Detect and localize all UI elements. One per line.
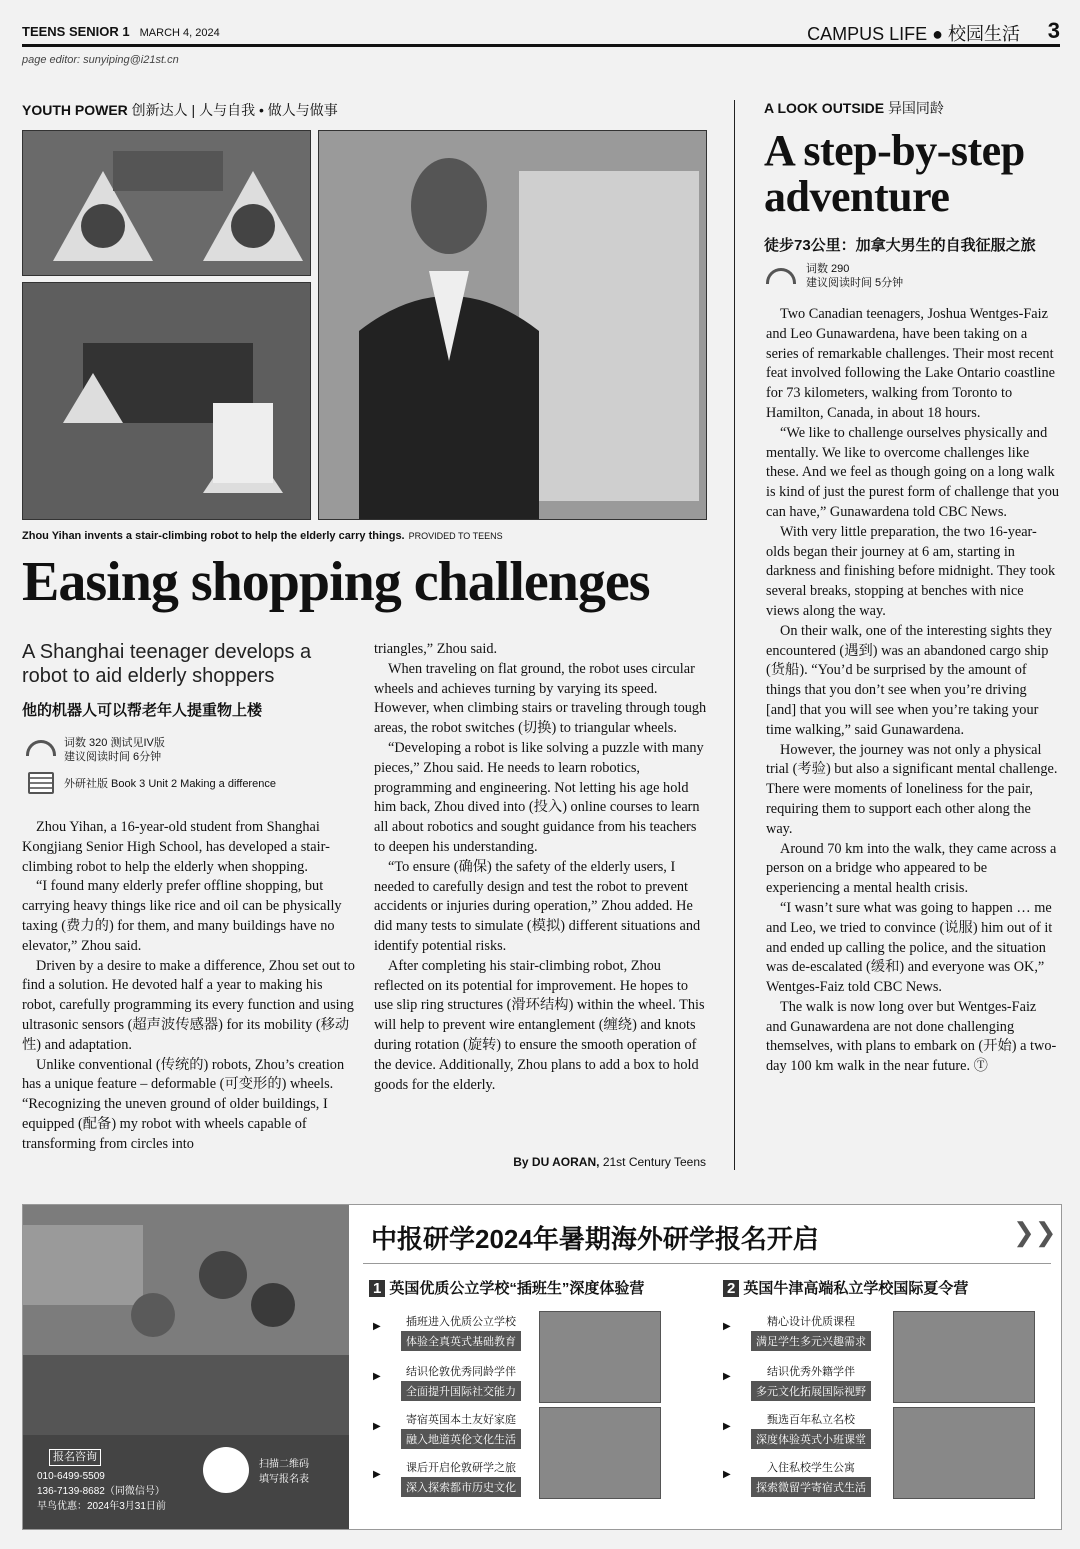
item-subtitle: 多元文化拓展国际视野	[751, 1381, 871, 1401]
paragraph: On their walk, one of the interesting sights they encountered (遇到) was an abandoned cargo ship (货船). “You’d be surprised by the amount of things that you don’t see when you’re driving [and] that you will see when you’re taking your time walking,” said Gunawardena.	[766, 622, 1052, 738]
london-school-photo	[539, 1311, 661, 1403]
paragraph: Around 70 km into the walk, they came across a person on a bridge who appeared to be experiencing a mental health crisis.	[766, 840, 1057, 897]
left-column-2	[374, 640, 707, 1095]
section-number: 1	[369, 1280, 385, 1297]
bullet-arrow-icon: ▶	[373, 1469, 381, 1480]
bullet-arrow-icon: ▶	[723, 1371, 731, 1382]
phone-2: 136-7139-8682（同微信号）	[37, 1486, 165, 1497]
ad-section-1	[369, 1277, 644, 1298]
masthead	[22, 20, 1060, 46]
item-subtitle: 探索微留学寄宿式生活	[751, 1477, 871, 1497]
paragraph: “Developing a robot is like solving a puzzle with many pieces,” Zhou said. He needs to learn robotics, programming and engineering. Not letting his age hold him back, Zhou dived into (投入) online courses to learn all about robotics and sought guidance from his teachers to deepen his understanding.	[374, 739, 704, 855]
column-divider	[734, 100, 735, 1170]
qr-instructions	[259, 1457, 309, 1487]
students-photo	[893, 1407, 1035, 1499]
host-family-photo	[539, 1407, 661, 1499]
bullet-arrow-icon: ▶	[723, 1321, 731, 1332]
textbook-icon	[28, 772, 54, 794]
top-rule	[22, 44, 1060, 47]
phone-1: 010-6499-5509	[37, 1471, 105, 1482]
paragraph: “We like to challenge ourselves physically and mentally. We like to overcome challenges like these. And we feel as though going on a long walk is kind of just the purest form of challenge that you can have,” Gunawardena told CBC News.	[766, 424, 1060, 520]
left-meta	[64, 736, 165, 764]
left-section-en: YOUTH POWER	[22, 102, 128, 118]
robot-image-icon	[23, 131, 310, 275]
study-tour-advertisement	[22, 1204, 1062, 1530]
reading-gauge-icon	[26, 740, 56, 756]
item-subtitle: 深度体验英式小班课堂	[751, 1429, 871, 1449]
section-title: CAMPUS LIFE ● 校园生活	[807, 24, 1020, 44]
item-title: 寄宿英国本土友好家庭	[406, 1414, 516, 1426]
paragraph: Two Canadian teenagers, Joshua Wentges-Faiz and Leo Gunawardena, have been taking on a series of remarkable challenges. Their most recent feat involved following the Lake Ontario coastline for 73 kilometers, walking from Toronto to Hamilton, Canada, in about 18 hours.	[766, 306, 1056, 421]
photo-caption	[22, 530, 503, 542]
item-title: 插班进入优质公立学校	[406, 1316, 516, 1328]
section-title: 英国优质公立学校“插班生”深度体验营	[389, 1280, 645, 1297]
item-title: 甄选百年私立名校	[767, 1414, 855, 1426]
section-number: 2	[723, 1280, 739, 1297]
paragraph: “To ensure (确保) the safety of the elderly users, I needed to carefully design and test the robot to prevent accidents or injuries during operation,” Zhou added. He did many tests to simulate (模拟) different situations and identify potential risks.	[374, 858, 701, 954]
left-headline: Easing shopping challenges	[22, 551, 650, 613]
robot-photo-1	[22, 130, 311, 276]
student-image-icon	[319, 131, 706, 519]
word-count: 词数 290	[806, 263, 850, 275]
page-editor: page editor: sunyiping@i21st.cn	[22, 54, 179, 66]
left-deck: A Shanghai teenager develops a robot to aid elderly shoppers	[22, 641, 312, 687]
item-title: 精心设计优质课程	[767, 1316, 855, 1328]
right-column	[766, 305, 1060, 1077]
paragraph: “I wasn’t sure what was going to happen … me and Leo, we tried to convince (说服) him out of it and ended up calling the police, and the situation was de-escalated (缓和) and everyone was OK,” Wentges-Faiz told CBC News.	[766, 899, 1053, 996]
byline-org: 21st Century Teens	[602, 1155, 706, 1169]
oxford-school-photo	[893, 1311, 1035, 1403]
item-subtitle: 全面提升国际社交能力	[401, 1381, 521, 1401]
qr-text-1: 扫描二维码	[259, 1459, 309, 1470]
early-bird-offer: 早鸟优惠：2024年3月31日前	[37, 1501, 166, 1512]
contact-info	[37, 1469, 166, 1514]
item-title: 结识优秀外籍学伴	[767, 1366, 855, 1378]
right-section-label	[764, 98, 944, 118]
item-subtitle: 融入地道英伦文化生活	[401, 1429, 521, 1449]
bullet-arrow-icon: ▶	[723, 1469, 731, 1480]
qr-code-icon[interactable]	[203, 1447, 249, 1493]
item-subtitle: 满足学生多元兴趣需求	[751, 1331, 871, 1351]
paragraph: The walk is now long over but Wentges-Faiz and Gunawardena are not done challenging themselves, with plans to embark on (开始) a two-day 100 km walk in the near future. Ⓣ	[766, 998, 1057, 1075]
ad-rule	[363, 1263, 1051, 1264]
bullet-arrow-icon: ▶	[723, 1421, 731, 1432]
item-subtitle: 体验全真英式基础教育	[401, 1331, 521, 1351]
page-number: 3	[1047, 18, 1060, 43]
textbook-reference: 外研社版 Book 3 Unit 2 Making a difference	[64, 778, 276, 790]
word-count: 词数 320 测试见IV版	[64, 737, 165, 749]
bullet-arrow-icon: ▶	[373, 1421, 381, 1432]
caption-text: Zhou Yihan invents a stair-climbing robot to help the elderly carry things.	[22, 530, 405, 542]
qr-text-2: 填写报名表	[259, 1474, 309, 1485]
left-deck-cn: 他的机器人可以帮老年人提重物上楼	[22, 702, 263, 719]
classroom-image-icon	[23, 1205, 349, 1435]
item-title: 课后开启伦敦研学之旅	[406, 1462, 516, 1474]
paragraph: Zhou Yihan, a 16-year-old student from Shanghai Kongjiang Senior High School, has developed a stair-climbing robot to help the elderly when shopping.	[22, 819, 330, 875]
reading-time: 建议阅读时间 6分钟	[64, 751, 162, 763]
paragraph: However, the journey was not only a physical trial (考验) but also a significant mental challenge. There were moments of loneliness for the pair, requiring them to support each other along the way.	[766, 741, 1058, 837]
paragraph: With very little preparation, the two 16-year-olds began their journey at 6 am, starting in darkness and finishing before midnight. They took several breaks, stopping at benches with nice views along the way.	[766, 523, 1056, 619]
paragraph: “I found many elderly prefer offline shopping, but carrying heavy things like rice and oil can be physically taxing (费力的) for them, and many buildings have no elevator,” Zhou said.	[22, 878, 342, 954]
double-chevron-icon: ❯❯	[1013, 1217, 1057, 1247]
reading-time: 建议阅读时间 5分钟	[806, 277, 904, 289]
right-section-cn: 异国同龄	[887, 100, 944, 116]
item-title: 入住私校学生公寓	[767, 1462, 855, 1474]
left-section-label	[22, 100, 338, 120]
photo-credit: PROVIDED TO TEENS	[408, 531, 503, 541]
paragraph: triangles,” Zhou said.	[374, 641, 498, 657]
right-meta	[806, 262, 903, 290]
reading-gauge-icon	[766, 268, 796, 284]
robot-image-icon	[23, 283, 310, 519]
section-title: 英国牛津高端私立学校国际夏令营	[743, 1280, 969, 1297]
byline-author: By DU AORAN,	[513, 1155, 600, 1169]
paragraph: Driven by a desire to make a difference, Zhou set out to find a solution. He devoted half a year to making his robot, carefully programming its every function and using ultrasonic sensors (超声波传感器) for its mobility (移动性) and adaptation.	[22, 957, 355, 1053]
left-column-1	[22, 818, 356, 1155]
paper-name: TEENS SENIOR 1	[22, 24, 130, 39]
right-subheadline: 徒步73公里：加拿大男生的自我征服之旅	[764, 237, 1036, 254]
paper-title	[22, 24, 220, 39]
left-section-cn: 创新达人 | 人与自我 • 做人与做事	[131, 102, 338, 118]
paragraph: After completing his stair-climbing robot, Zhou reflected on its potential for improvement. He hopes to use slip ring structures (滑环结构) within the wheel. This will help to prevent wire entanglement (缠绕) and knots during rotation (旋转) to ensure the smooth operation of the device. Additionally, Zhou plans to add a box to hold goods for the elderly.	[374, 957, 705, 1093]
right-section-en: A LOOK OUTSIDE	[764, 100, 885, 116]
robot-photo-2	[22, 282, 311, 520]
student-portrait-photo	[318, 130, 707, 520]
paragraph: When traveling on flat ground, the robot uses circular wheels and achieves turning by varying its speed. However, when climbing stairs or traveling through tough areas, the robot switches (切换) to triangular wheels.	[374, 660, 707, 737]
issue-date: MARCH 4, 2024	[139, 27, 220, 39]
bullet-arrow-icon: ▶	[373, 1371, 381, 1382]
bullet-arrow-icon: ▶	[373, 1321, 381, 1332]
right-headline: A step-by-step adventure	[764, 126, 1025, 221]
ad-section-2	[723, 1277, 968, 1298]
paragraph: Unlike conventional (传统的) robots, Zhou’s creation has a unique feature – deformable (可变形的) wheels. “Recognizing the uneven ground of older buildings, I equipped (配备) my robot with wheels capable of transforming from circles into	[22, 1056, 345, 1152]
byline	[513, 1155, 706, 1169]
ad-classroom-photo	[23, 1205, 349, 1529]
item-title: 结识伦敦优秀同龄学伴	[406, 1366, 516, 1378]
item-subtitle: 深入探索都市历史文化	[401, 1477, 521, 1497]
contact-title: 报名咨询	[49, 1449, 101, 1466]
ad-title: 中报研学2024年暑期海外研学报名开启	[371, 1224, 819, 1254]
